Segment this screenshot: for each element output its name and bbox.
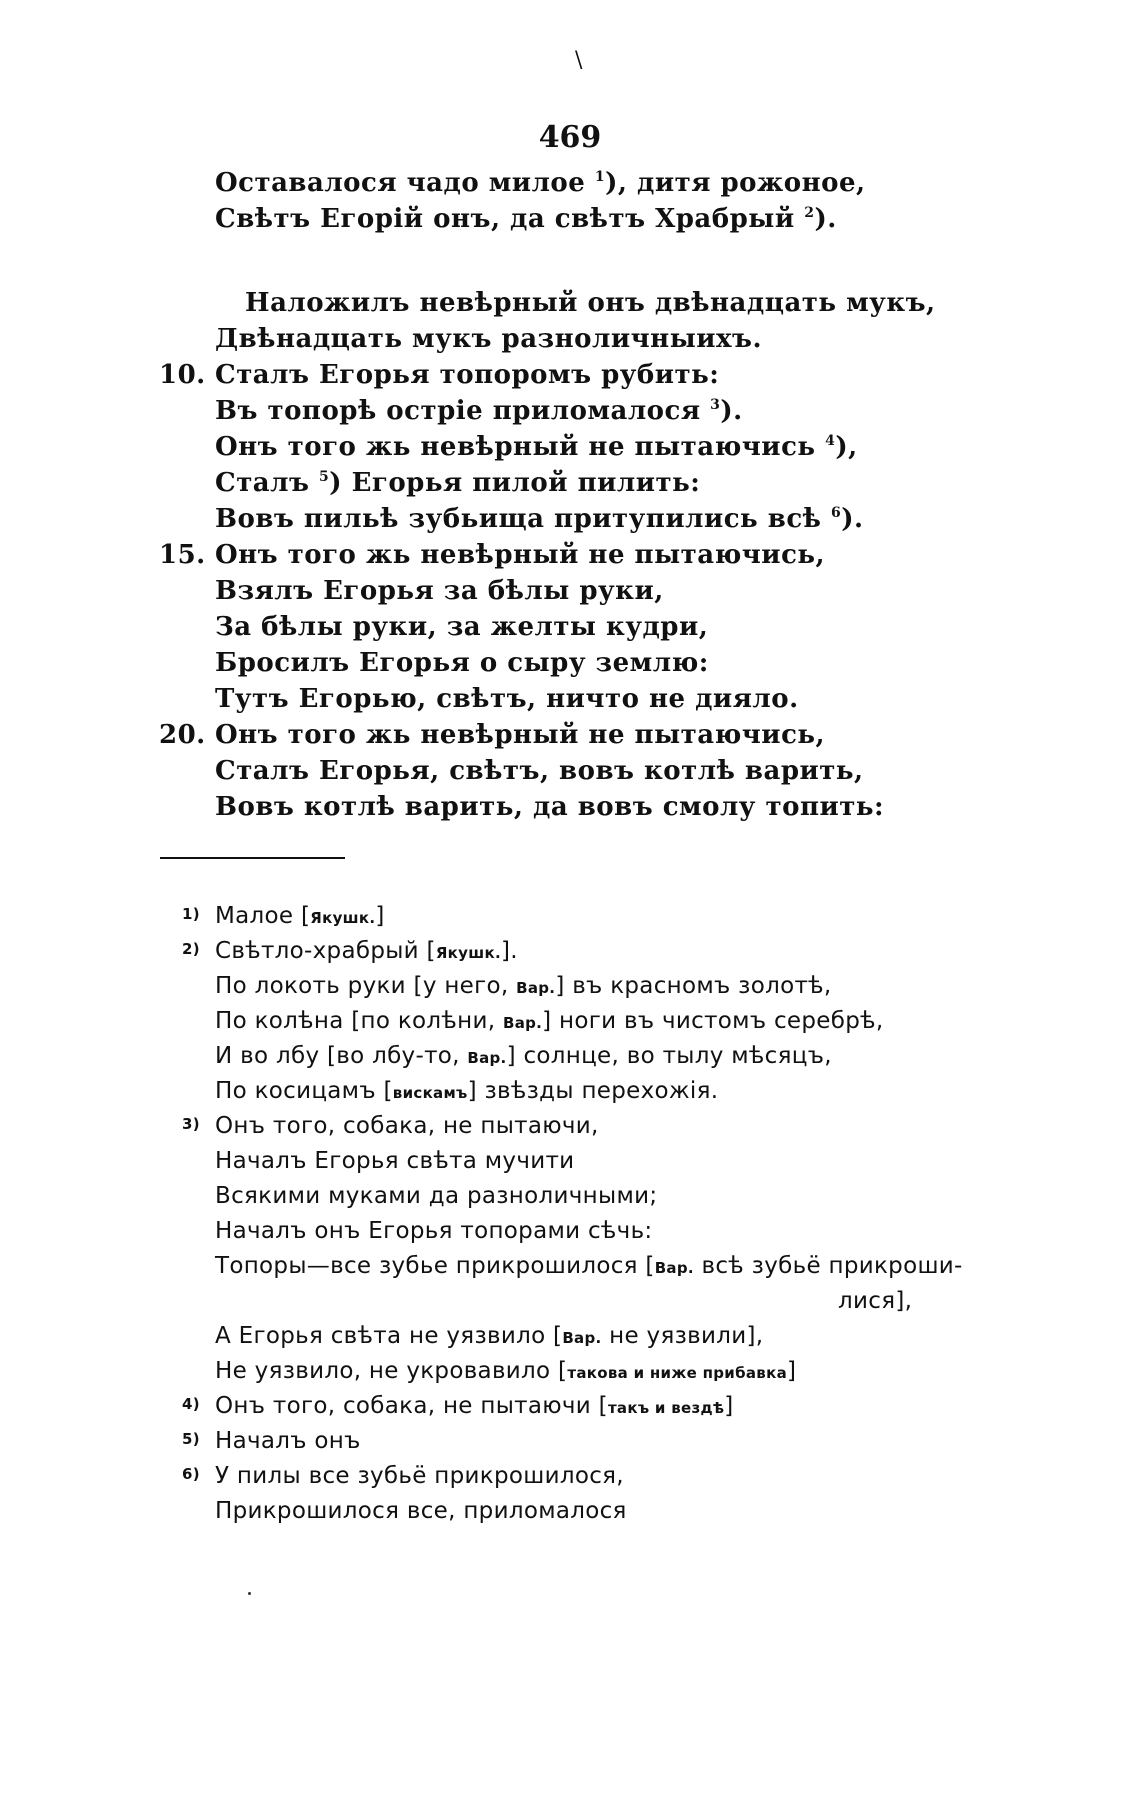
footnote-line: По колѣна [по колѣни, Вар.] ноги въ чистомъ серебрѣ,	[215, 1008, 884, 1034]
footnote-line: 4) Онъ того, собака, не пытаючи [такъ и вездѣ]	[182, 1393, 734, 1419]
poem-line: Онъ того жь невѣрный не пытаючись $^4$),	[215, 432, 858, 462]
poem-line: Вовъ пильѣ зубьища притупились всѣ $^6$).	[215, 504, 864, 534]
speck	[248, 1592, 251, 1595]
line-number: 15.	[159, 540, 206, 570]
poem-line: Наложилъ невѣрный онъ двѣнадцать мукъ,	[245, 288, 936, 318]
footnote-number: 4)	[182, 1395, 200, 1413]
footnote-line: 3) Онъ того, собака, не пытаючи,	[182, 1113, 599, 1139]
poem-line: 10. Сталъ Егорья топоромъ рубить:	[159, 360, 720, 390]
footnote-line: 5) Началъ онъ	[182, 1428, 361, 1454]
line-number: 10.	[159, 360, 206, 390]
footnote-line: И во лбу [во лбу-то, Вар.] солнце, во тылу мѣсяцъ,	[215, 1043, 832, 1069]
poem-line: Въ топорѣ остріе приломалося $^3$).	[215, 396, 743, 426]
footnote-divider	[160, 857, 345, 859]
poem-line: Двѣнадцать мукъ разноличныихъ.	[215, 324, 763, 354]
footnote-line: Топоры—все зубье прикрошилося [Вар. всѣ зубьё прикроши-	[215, 1253, 963, 1279]
footnote-line: Началъ Егорья свѣта мучити	[215, 1148, 575, 1174]
footnote-line: лися],	[838, 1288, 913, 1314]
line-number: 20.	[159, 720, 206, 750]
footnote-line: 2) Свѣтло-храбрый [Якушк.].	[182, 938, 518, 964]
footnote-line: Прикрошилося все, приломалося	[215, 1498, 627, 1524]
footnote-line: По косицамъ [вискамъ] звѣзды перехожія.	[215, 1078, 719, 1104]
poem-line: Тутъ Егорью, свѣтъ, ничто не дияло.	[215, 684, 799, 714]
footnote-line: 1) Малое [Якушк.]	[182, 903, 385, 929]
footnote-number: 1)	[182, 905, 200, 923]
poem-line: Оставалося чадо милое $^1$), дитя рожоное,	[215, 168, 866, 198]
footnote-number: 6)	[182, 1465, 200, 1483]
footnote-number: 2)	[182, 940, 200, 958]
footnote-number: 3)	[182, 1115, 200, 1133]
poem-line: Сталъ Егорья, свѣтъ, вовъ котлѣ варить,	[215, 756, 864, 786]
poem-line: Свѣтъ Егорій онъ, да свѣтъ Храбрый $^2$).	[215, 204, 837, 234]
poem-line: За бѣлы руки, за желты кудри,	[215, 612, 709, 642]
poem-line: Вовъ котлѣ варить, да вовъ смолу топить:	[215, 792, 885, 822]
page-number: 469	[538, 120, 602, 155]
footnote-line: 6) У пилы все зубьё прикрошилося,	[182, 1463, 624, 1489]
footnote-line: Всякими муками да разноличными;	[215, 1183, 658, 1209]
footnote-line: Не уязвило, не укровавило [такова и ниже прибавка]	[215, 1358, 797, 1384]
footnote-line: А Егорья свѣта не уязвило [Вар. не уязвили],	[215, 1323, 764, 1349]
stray-mark: \	[575, 48, 583, 73]
footnote-line: Началъ онъ Егорья топорами сѣчь:	[215, 1218, 653, 1244]
poem-line: 15. Онъ того жь невѣрный не пытаючись,	[159, 540, 826, 570]
poem-line: Взялъ Егорья за бѣлы руки,	[215, 576, 664, 606]
footnote-line: По локоть руки [у него, Вар.] въ красномъ золотѣ,	[215, 973, 832, 999]
poem-line: Бросилъ Егорья о сыру землю:	[215, 648, 709, 678]
poem-line: 20. Онъ того жь невѣрный не пытаючись,	[159, 720, 826, 750]
poem-line: Сталъ $^5$) Егорья пилой пилить:	[215, 468, 701, 498]
footnote-number: 5)	[182, 1430, 200, 1448]
